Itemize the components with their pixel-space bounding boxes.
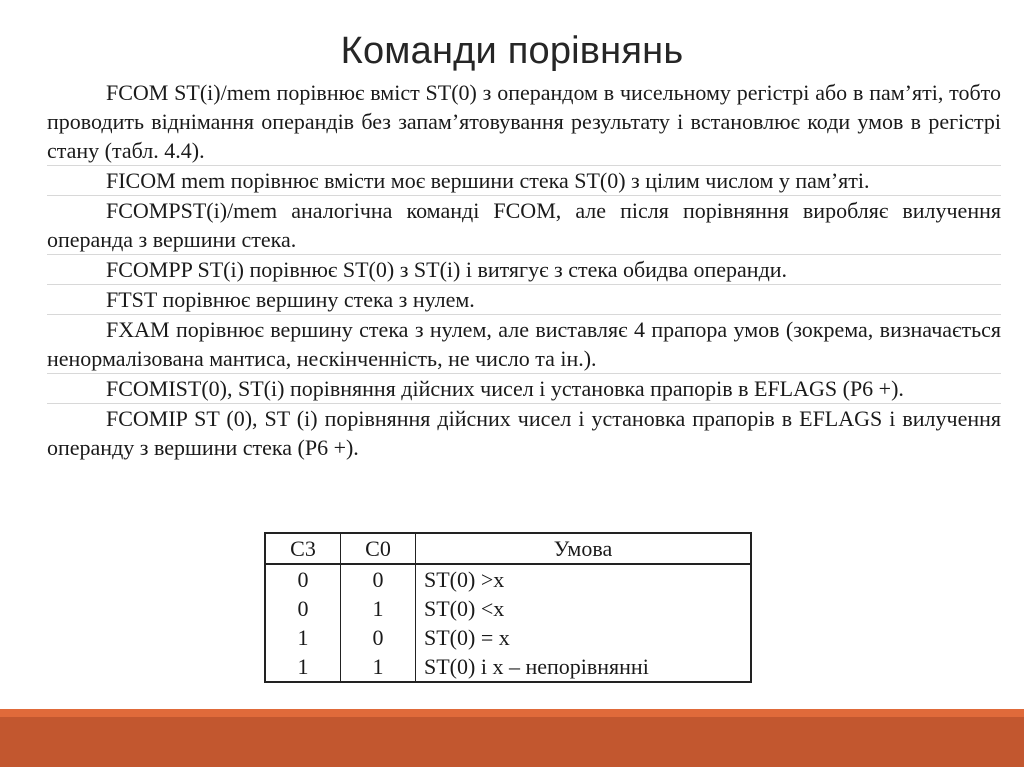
cell-condition: ST(0) <x xyxy=(416,594,752,623)
cell-c0: 1 xyxy=(341,652,416,682)
paragraph-fcompst: FCOMPST(i)/mem аналогічна команді FCOM, але після порівняння виробляє вилучення операнда з вершини стека. xyxy=(47,196,1001,255)
header-c3: C3 xyxy=(265,533,341,564)
paragraph-fcomist: FCOMIST(0), ST(i) порівняння дійсних чисел і установка прапорів в EFLAGS (P6 +). xyxy=(47,374,1001,404)
table-row xyxy=(265,652,751,682)
paragraph-fcomip: FCOMIP ST (0), ST (i) порівняння дійсних чисел і установка прапорів в EFLAGS і вилучення операнду з вершини стека (P6 +). xyxy=(47,406,1001,460)
cell-c3: 1 xyxy=(265,623,341,652)
condition-codes-table xyxy=(264,532,752,683)
cell-condition: ST(0) >x xyxy=(416,564,752,594)
cell-c0: 1 xyxy=(341,594,416,623)
footer-bar xyxy=(0,717,1024,767)
paragraph-ficom: FICOM mem порівнює вмісти моє вершини стека ST(0) з цілим числом у пам’яті. xyxy=(47,166,1001,196)
slide-title: Команди порівнянь xyxy=(340,30,684,72)
table-row xyxy=(265,564,751,594)
cell-condition: ST(0) і x – непорівнянні xyxy=(416,652,752,682)
cell-c0: 0 xyxy=(341,564,416,594)
table-row xyxy=(265,594,751,623)
paragraph-fcom: FCOM ST(i)/mem порівнює вміст ST(0) з операндом в чисельному регістрі або в пам’яті, тобто проводить віднімання операндів без запам’ятовування результату і встановлює коди умов в регістрі стану (табл. 4.4). xyxy=(47,78,1001,166)
cell-c3: 1 xyxy=(265,652,341,682)
cell-c0: 0 xyxy=(341,623,416,652)
body-text xyxy=(47,78,1001,462)
paragraph-ftst: FTST порівнює вершину стека з нулем. xyxy=(47,285,1001,315)
header-condition: Умова xyxy=(416,533,752,564)
footer-accent-bar xyxy=(0,709,1024,717)
header-c0: C0 xyxy=(341,533,416,564)
table-row xyxy=(265,623,751,652)
cell-condition: ST(0) = x xyxy=(416,623,752,652)
cell-c3: 0 xyxy=(265,564,341,594)
paragraph-fxam: FXAM порівнює вершину стека з нулем, але виставляє 4 прапора умов (зокрема, визначається ненормалізована мантиса, нескінченність, не число та ін.). xyxy=(47,315,1001,374)
table-header-row xyxy=(265,533,751,564)
paragraph-fcompp: FCOMPP ST(i) порівнює ST(0) з ST(i) і витягує з стека обидва операнди. xyxy=(47,255,1001,285)
cell-c3: 0 xyxy=(265,594,341,623)
